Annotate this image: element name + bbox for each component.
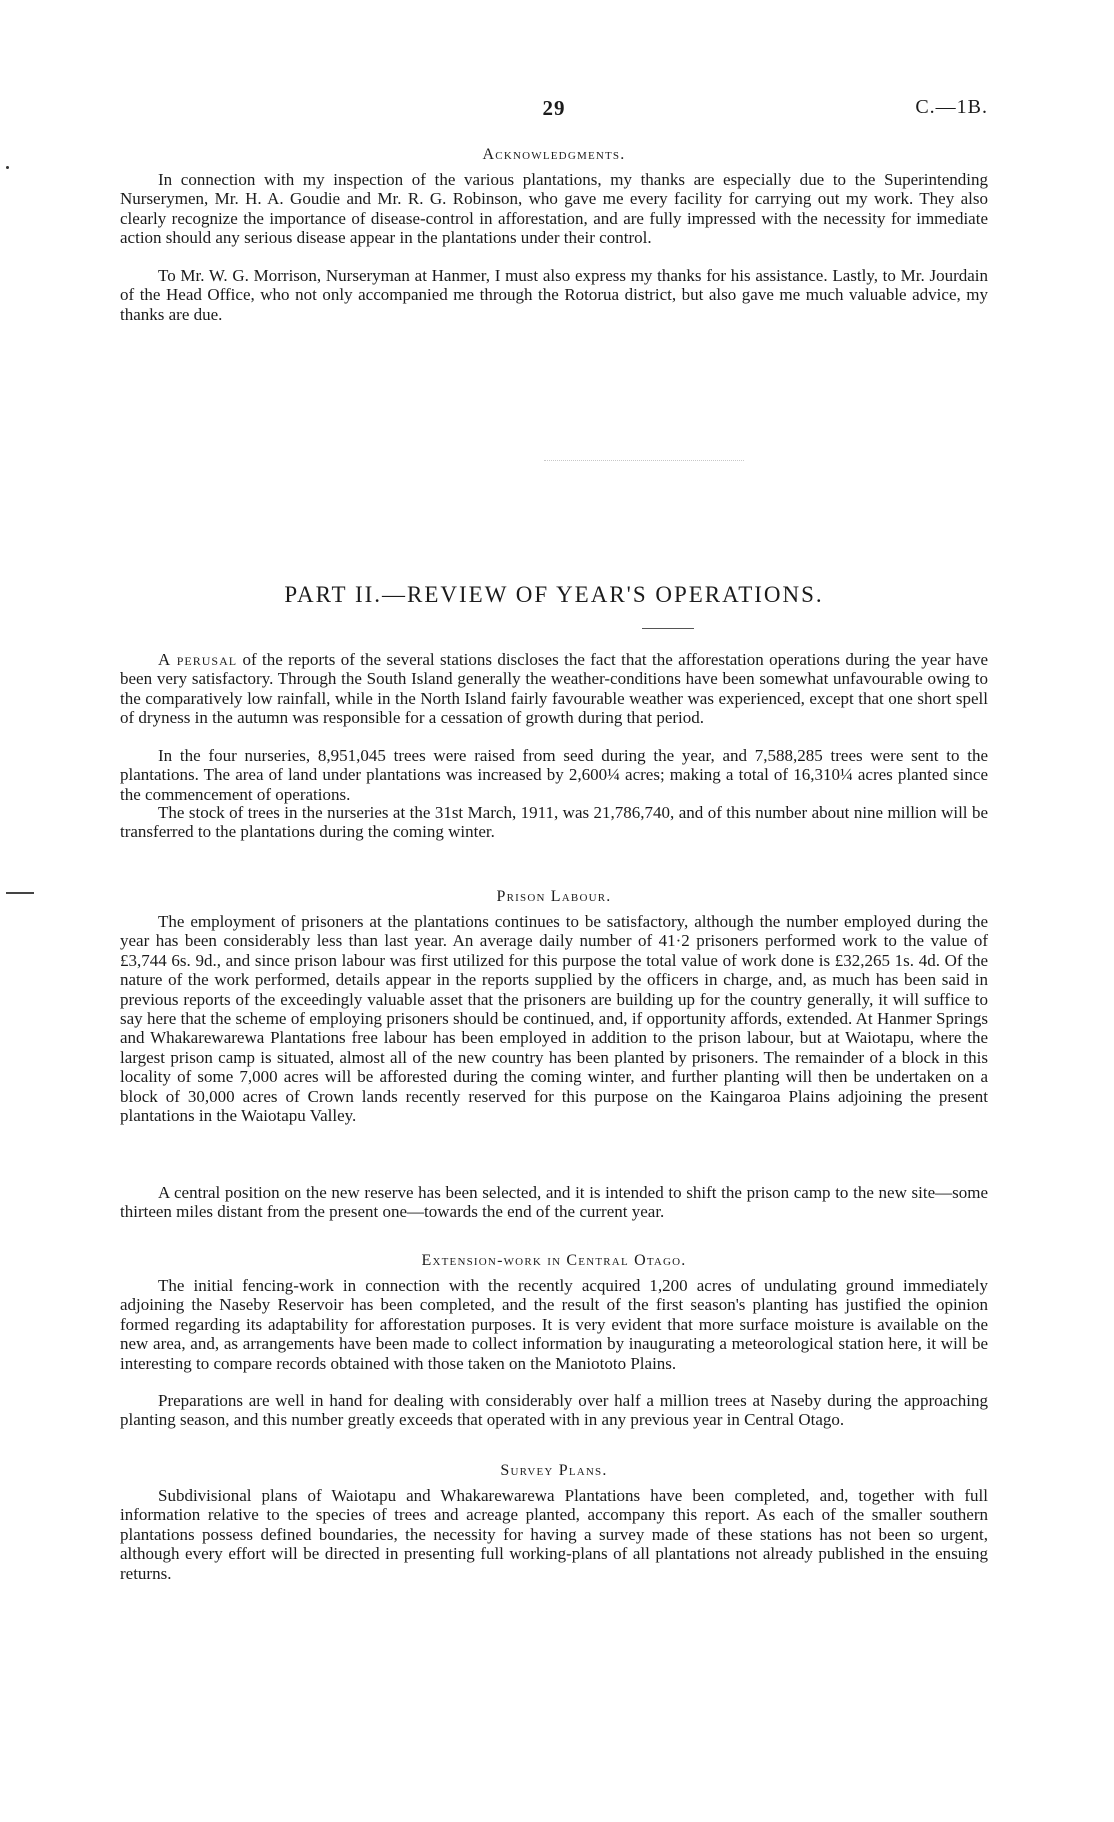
intro-text: of the reports of the several stations discloses the fact that the afforestation operations during the year have been very satisfactory. Through the South Island generally the weather-conditions have been somewhat unfavourable owing to the comparatively low rainfall, while in the North Island fairly favourable weather was experienced, except that one short spell of dryness in the autumn was responsible for a cessation of growth during that period. (120, 650, 988, 728)
section-separator (544, 460, 744, 461)
margin-mark-dot (6, 166, 9, 169)
margin-mark-dash (6, 892, 34, 894)
part-two-paragraph: In the four nurseries, 8,951,045 trees were raised from seed during the year, and 7,588,285 trees were sent to the plantations. The area of land under plantations was increased by 2,600¼ acres; making a total of 16,310¼ acres planted since the commencement of operations. (120, 746, 988, 804)
survey-plans-heading: Survey Plans. (500, 1462, 608, 1479)
lead-phrase: A perusal (158, 650, 238, 669)
central-otago-paragraph: Preparations are well in hand for dealing with considerably over half a million trees at Naseby during the approaching planting season, and this number greatly exceeds that operated with in any previous year in Central Otago. (120, 1391, 988, 1430)
document-reference: C.—1B. (915, 96, 988, 118)
part-two-intro-paragraph (120, 650, 988, 728)
part-two-paragraph: The stock of trees in the nurseries at the 31st March, 1911, was 21,786,740, and of this number about nine million will be transferred to the plantations during the coming winter. (120, 803, 988, 842)
acknowledgments-paragraph: To Mr. W. G. Morrison, Nurseryman at Hanmer, I must also express my thanks for his assistance. Lastly, to Mr. Jourdain of the Head Office, who not only accompanied me through the Rotorua district, but also gave me much valuable advice, my thanks are due. (120, 266, 988, 324)
title-rule (642, 628, 694, 629)
acknowledgments-heading: Acknowledgments. (482, 146, 626, 163)
prison-labour-paragraph: The employment of prisoners at the plantations continues to be satisfactory, although the number employed during the year has been considerably less than last year. An average daily number of 41·2 prisoners performed work to the value of £3,744 6s. 9d., and since prison labour was first utilized for this purpose the total value of work done is £32,265 1s. 4d. Of the nature of the work performed, details appear in the reports supplied by the officers in charge, and, as much has been said in previous reports of the exceedingly valuable asset that the prisoners are building up for the country generally, it will suffice to say here that the scheme of employing prisoners should be continued, and, if opportunity affords, extended. At Hanmer Springs and Whakarewarewa Plantations free labour has been employed in addition to the prison labour, but at Waiotapu, where the largest prison camp is situated, almost all of the new country has been planted by prisoners. The remainder of a block in this locality of some 7,000 acres will be afforested during the coming winter, and further planting will then be undertaken on a block of 30,000 acres of Crown lands recently reserved for this purpose on the Kaingaroa Plains adjoining the present plantations in the Waiotapu Valley. (120, 912, 988, 1126)
page-header (120, 96, 988, 126)
survey-plans-paragraph: Subdivisional plans of Waiotapu and Whakarewarewa Plantations have been completed, and, together with full information relative to the species of trees and acreage planted, accompany this report. As each of the smaller southern plantations possess defined boundaries, the necessity for having a survey made of these stations has not been so urgent, although every effort will be directed in presenting full working-plans of all plantations not already published in the ensuing returns. (120, 1486, 988, 1583)
central-otago-paragraph: The initial fencing-work in connection with the recently acquired 1,200 acres of undulating ground immediately adjoining the Naseby Reservoir has been completed, and the result of the first season's planting has justified the opinion formed regarding its adaptability for afforestation purposes. It is very evident that more surface moisture is available on the new area, and, as arrangements have been made to collect information by inaugurating a meteorological station here, it will be interesting to compare records obtained with those taken on the Maniototo Plains. (120, 1276, 988, 1373)
prison-labour-heading: Prison Labour. (496, 888, 612, 905)
prison-labour-paragraph: A central position on the new reserve has been selected, and it is intended to shift the prison camp to the new site—some thirteen miles distant from the present one—towards the end of the current year. (120, 1183, 988, 1222)
central-otago-heading: Extension-work in Central Otago. (421, 1252, 687, 1269)
acknowledgments-paragraph: In connection with my inspection of the various plantations, my thanks are especially due to the Superintending Nurserymen, Mr. H. A. Goudie and Mr. R. G. Robinson, who gave me every facility for carrying out my work. They also clearly recognize the importance of disease-control in afforestation, and are fully impressed with the necessity for immediate action should any serious disease appear in the plantations under their control. (120, 170, 988, 248)
page-number: 29 (542, 96, 566, 120)
part-title: PART II.—REVIEW OF YEAR'S OPERATIONS. (284, 582, 824, 607)
